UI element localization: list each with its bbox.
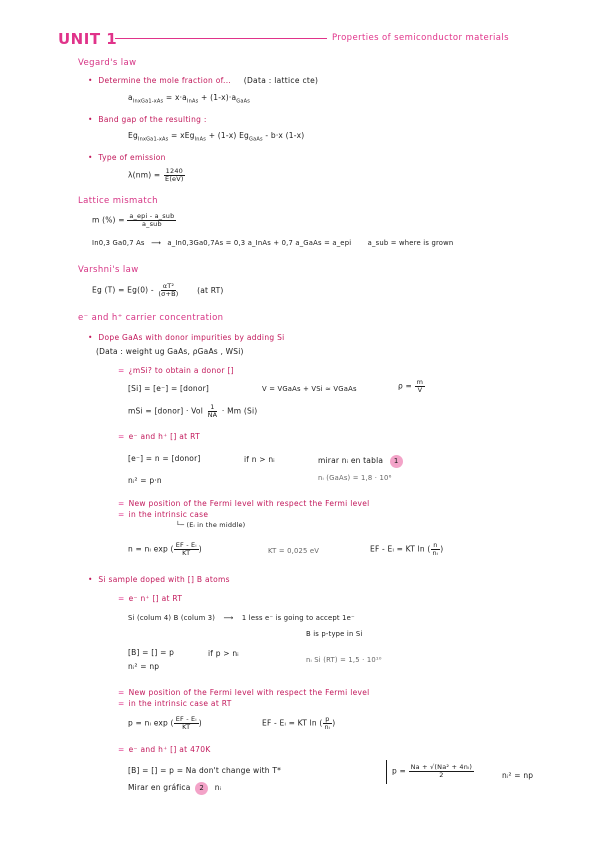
- mirar-text: mirar nᵢ en tabla: [318, 456, 384, 465]
- carrier-mirar-grafica: [128, 782, 221, 795]
- eq-sub: GaAs: [236, 98, 251, 105]
- eq-sub: InxGa1-xAs: [132, 98, 164, 105]
- lattice-example: [92, 239, 453, 247]
- eq-sub: InAs: [194, 136, 207, 143]
- carrier-bullet-dope-gaas: [88, 333, 285, 342]
- eq-lhs: p =: [392, 766, 407, 776]
- carrier-sub-fermi2-line2: = in the intrinsic case at RT: [118, 699, 232, 708]
- carrier-eq-electron: [e⁻] = n = [donor]: [128, 454, 201, 463]
- carrier-p-type-note: B is p-type in Si: [306, 630, 363, 638]
- reference-badge: 2: [195, 782, 208, 795]
- fraction: [323, 715, 336, 732]
- eq-sub: InAs: [186, 98, 199, 105]
- carrier-eq-n-exp: [128, 542, 202, 557]
- carrier-eq-fermi-ln: [370, 542, 443, 557]
- carrier-sub-fermi-line1: = New position of the Fermi level with respect the Fermi level: [118, 499, 370, 508]
- ni-symbol: nᵢ: [214, 783, 222, 792]
- eq-term: = xEg: [168, 131, 195, 140]
- eq-lhs: ρ =: [398, 381, 413, 391]
- carrier-columns: [128, 614, 355, 622]
- numerator: 1240: [165, 167, 183, 175]
- carrier-mirar-tabla: [318, 455, 403, 468]
- fraction: [174, 542, 199, 557]
- fraction: [156, 283, 180, 298]
- numerator: Na + √(Na² + 4nᵢ): [410, 763, 473, 771]
- carrier-eq-ni-np: nᵢ² = np: [502, 771, 534, 780]
- eq-lhs: Eg: [128, 131, 138, 140]
- carrier-bullet-si-sample: [88, 575, 230, 584]
- fraction: [127, 213, 176, 228]
- bullet-text: Determine the mole fraction of...: [98, 76, 232, 85]
- example-rhs: a_In0,3Ga0,7As = 0,3 a_InAs + 0,7 a_GaAs = a_epi: [167, 239, 352, 247]
- eq-lhs: n = nᵢ exp (: [128, 544, 174, 554]
- carrier-eq-msi: [128, 404, 257, 419]
- bullet-note: (Data : lattice cte): [243, 76, 319, 85]
- denominator: KT: [182, 723, 191, 732]
- carrier-ni-si-note: nᵢ Si (RT) = 1,5 · 10¹⁰: [306, 656, 382, 664]
- section-lattice-title: Lattice mismatch: [78, 196, 158, 206]
- eq-term: = x·a: [163, 93, 187, 102]
- eq-lhs: a: [128, 93, 133, 102]
- carrier-eq-density: [398, 379, 425, 394]
- carrier-eq-boron-470k: [B] = [] = p = Na don't change with T*: [128, 766, 282, 775]
- eq-term: + (1-x)·a: [198, 93, 237, 102]
- numerator: p: [325, 715, 330, 723]
- carrier-data-note: (Data : weight ug GaAs, ρGaAs , WSi): [96, 347, 244, 356]
- denominator: V: [417, 386, 423, 395]
- eq-lhs: m (%) =: [92, 215, 125, 225]
- carrier-ni-gaas-note: nᵢ (GaAs) = 1,8 · 10⁶: [318, 474, 392, 482]
- numerator: EF - Eᵢ: [175, 715, 197, 723]
- page-title: Properties of semiconductor materials: [332, 33, 510, 43]
- unit-title: UNIT 1: [58, 30, 118, 48]
- numerator: m: [416, 378, 424, 386]
- carrier-eq-volume: V = VGaAs + VSi ≈ VGaAs: [262, 385, 357, 393]
- eq-lhs: p = nᵢ exp (: [128, 718, 174, 728]
- fraction: [174, 716, 199, 731]
- bullet-text: Dope GaAs with donor impurities by adding Si: [98, 333, 285, 342]
- example-lhs: In0,3 Ga0,7 As: [92, 239, 145, 247]
- eq-rhs: ): [440, 544, 444, 554]
- carrier-eq-p-quadratic: [392, 764, 474, 779]
- denominator: KT: [182, 549, 191, 558]
- eq-rhs: ): [198, 544, 202, 554]
- fraction: [163, 168, 186, 183]
- carrier-sub-470k: = e⁻ and h⁺ [] at 470K: [118, 745, 211, 754]
- fraction: [431, 541, 444, 558]
- columns-result: 1 less e⁻ is going to accept 1e⁻: [241, 614, 355, 622]
- carrier-sub-rt-b: = e⁻ n⁺ [] at RT: [118, 594, 182, 603]
- eq-term: + (1-x) Eg: [206, 131, 250, 140]
- denominator: a_sub: [141, 220, 162, 229]
- carrier-condition: if n > nᵢ: [244, 455, 275, 464]
- carrier-sub-fermi2-line1: = New position of the Fermi level with respect the Fermi level: [118, 688, 370, 697]
- eq-lhs: mSi = [donor] · Vol: [128, 406, 204, 416]
- carrier-eq-si-donor: [Si] = [e⁻] = [donor]: [128, 384, 210, 393]
- mirar-text: Mirar en gráfica: [128, 783, 191, 792]
- reference-badge: 1: [390, 455, 403, 468]
- vertical-divider: [386, 760, 387, 784]
- eq-lhs: λ(nm) =: [128, 170, 161, 180]
- vegard-equation-bandgap: [128, 131, 304, 143]
- eq-rhs: ): [332, 718, 336, 728]
- eq-lhs: Eg (T) = Eg(0) -: [92, 285, 154, 295]
- carrier-sub-msi: = ¿mSi? to obtain a donor []: [118, 366, 234, 375]
- fraction: [206, 404, 220, 419]
- eq-sub: GaAs: [249, 136, 263, 143]
- fraction: [409, 764, 474, 779]
- eq-term: - b·x (1-x): [262, 131, 305, 140]
- eq-lhs: EF - Eᵢ = KT ln (: [262, 718, 323, 728]
- vegard-bullet-mole-fraction: [88, 76, 318, 85]
- denominator: E(eV): [165, 175, 184, 184]
- numerator: a_epi - a_sub: [129, 212, 175, 220]
- denominator: 2: [439, 771, 444, 780]
- denominator: NA: [207, 411, 218, 420]
- section-vegard-title: Vegard's law: [78, 58, 137, 68]
- eq-lhs: EF - Eᵢ = KT ln (: [370, 544, 431, 554]
- carrier-eq-ni-b: nᵢ² = np: [128, 662, 160, 671]
- carrier-kt-value: KT = 0,025 eV: [268, 547, 320, 555]
- numerator: αT²: [162, 282, 175, 290]
- bullet-text: Si sample doped with [] B atoms: [98, 575, 230, 584]
- carrier-eq-fermi-ln-p: [262, 716, 335, 731]
- carrier-eq-ni: nᵢ² = p·n: [128, 476, 162, 485]
- fraction: [415, 379, 426, 394]
- section-varshni-title: Varshni's law: [78, 265, 139, 275]
- example-note: a_sub = where is grown: [367, 239, 454, 247]
- bullet-text: Type of emission: [98, 153, 166, 162]
- columns-text: Si (colum 4) B (colum 3): [128, 614, 216, 622]
- vegard-equation-wavelength: [128, 168, 186, 183]
- vegard-bullet-emission: [88, 153, 166, 162]
- denominator: nᵢ: [324, 723, 331, 732]
- eq-sub: InxGa1-xAs: [137, 136, 169, 143]
- lattice-equation-mismatch: [92, 213, 176, 228]
- denominator: (σ+B): [158, 290, 179, 299]
- eq-rhs: · Mm (Si): [221, 406, 258, 416]
- carrier-fermi-note: └─ (Eᵢ in the middle): [176, 521, 246, 529]
- header-divider: [115, 38, 327, 39]
- carrier-eq-boron: [B] = [] = p: [128, 648, 175, 657]
- numerator: 1: [210, 403, 215, 411]
- varshni-equation: [92, 283, 224, 298]
- vegard-bullet-band-gap: [88, 115, 207, 124]
- denominator: nᵢ: [432, 549, 439, 558]
- arrow-right-icon: ⟶: [151, 239, 162, 247]
- numerator: EF - Eᵢ: [175, 541, 197, 549]
- carrier-sub-fermi-line2: = in the intrinsic case: [118, 510, 208, 519]
- eq-rhs: ): [198, 718, 202, 728]
- numerator: n: [433, 541, 438, 549]
- carrier-eq-p-exp: [128, 716, 202, 731]
- bullet-text: Band gap of the resulting :: [98, 115, 207, 124]
- carrier-condition-b: if p > nᵢ: [208, 649, 239, 658]
- eq-note: (at RT): [197, 285, 224, 295]
- arrow-right-icon: ⟶: [223, 614, 234, 622]
- carrier-sub-rt: = e⁻ and h⁺ [] at RT: [118, 432, 200, 441]
- section-carrier-title: e⁻ and h⁺ carrier concentration: [78, 313, 224, 323]
- vegard-equation-lattice: [128, 93, 250, 105]
